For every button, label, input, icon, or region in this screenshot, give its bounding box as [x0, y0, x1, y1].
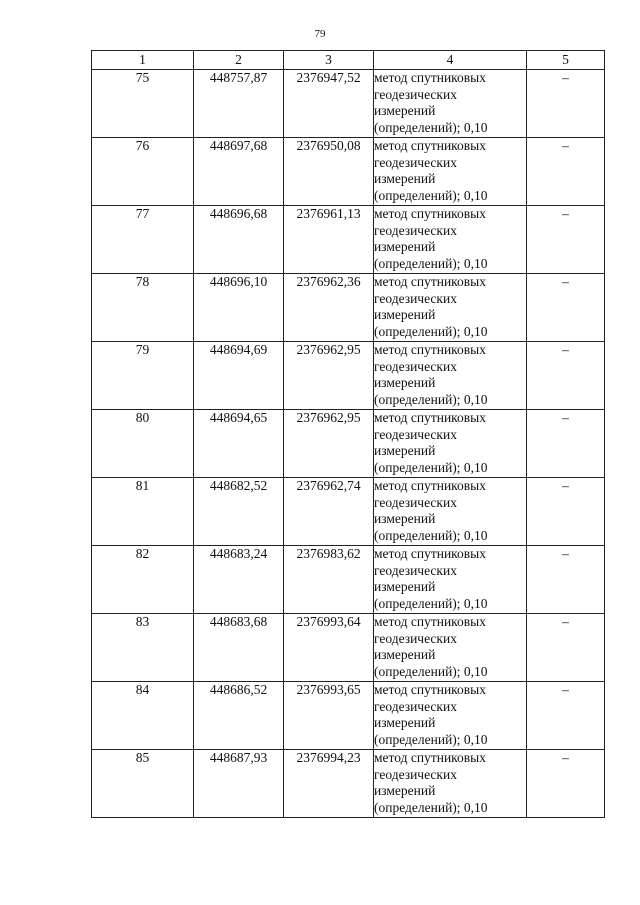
x-coordinate-cell: 448696,68 [194, 206, 284, 274]
note-cell: – [527, 750, 605, 818]
point-number-cell: 85 [92, 750, 194, 818]
method-cell: метод спутниковых геодезических измерений (определений); 0,10 [374, 478, 527, 546]
table-row [92, 342, 605, 410]
x-coordinate-cell: 448683,24 [194, 546, 284, 614]
table-body [92, 70, 605, 818]
table-row [92, 70, 605, 138]
x-coordinate-cell: 448696,10 [194, 274, 284, 342]
note-cell: – [527, 410, 605, 478]
x-coordinate-cell: 448687,93 [194, 750, 284, 818]
method-cell: метод спутниковых геодезических измерений (определений); 0,10 [374, 206, 527, 274]
y-coordinate-cell: 2376961,13 [284, 206, 374, 274]
point-number-cell: 80 [92, 410, 194, 478]
header-col-3: 3 [284, 51, 374, 70]
y-coordinate-cell: 2376983,62 [284, 546, 374, 614]
header-col-1: 1 [92, 51, 194, 70]
y-coordinate-cell: 2376993,64 [284, 614, 374, 682]
method-cell: метод спутниковых геодезических измерений (определений); 0,10 [374, 70, 527, 138]
point-number-cell: 82 [92, 546, 194, 614]
method-cell: метод спутниковых геодезических измерений (определений); 0,10 [374, 274, 527, 342]
x-coordinate-cell: 448683,68 [194, 614, 284, 682]
method-cell: метод спутниковых геодезических измерений (определений); 0,10 [374, 682, 527, 750]
header-row [92, 51, 605, 70]
method-cell: метод спутниковых геодезических измерений (определений); 0,10 [374, 546, 527, 614]
x-coordinate-cell: 448697,68 [194, 138, 284, 206]
table-row [92, 750, 605, 818]
x-coordinate-cell: 448694,69 [194, 342, 284, 410]
note-cell: – [527, 682, 605, 750]
method-cell: метод спутниковых геодезических измерений (определений); 0,10 [374, 750, 527, 818]
point-number-cell: 76 [92, 138, 194, 206]
y-coordinate-cell: 2376950,08 [284, 138, 374, 206]
y-coordinate-cell: 2376962,95 [284, 410, 374, 478]
point-number-cell: 81 [92, 478, 194, 546]
point-number-cell: 79 [92, 342, 194, 410]
table-row [92, 206, 605, 274]
page-number: 79 [314, 28, 326, 40]
table-header [92, 51, 605, 70]
table-row [92, 410, 605, 478]
y-coordinate-cell: 2376993,65 [284, 682, 374, 750]
table-row [92, 478, 605, 546]
header-col-5: 5 [527, 51, 605, 70]
x-coordinate-cell: 448686,52 [194, 682, 284, 750]
x-coordinate-cell: 448682,52 [194, 478, 284, 546]
y-coordinate-cell: 2376994,23 [284, 750, 374, 818]
note-cell: – [527, 342, 605, 410]
x-coordinate-cell: 448694,65 [194, 410, 284, 478]
table-row [92, 546, 605, 614]
y-coordinate-cell: 2376962,36 [284, 274, 374, 342]
note-cell: – [527, 70, 605, 138]
header-col-4: 4 [374, 51, 527, 70]
method-cell: метод спутниковых геодезических измерений (определений); 0,10 [374, 342, 527, 410]
table-row [92, 138, 605, 206]
note-cell: – [527, 478, 605, 546]
y-coordinate-cell: 2376962,74 [284, 478, 374, 546]
header-col-2: 2 [194, 51, 284, 70]
y-coordinate-cell: 2376962,95 [284, 342, 374, 410]
x-coordinate-cell: 448757,87 [194, 70, 284, 138]
point-number-cell: 77 [92, 206, 194, 274]
point-number-cell: 83 [92, 614, 194, 682]
note-cell: – [527, 206, 605, 274]
y-coordinate-cell: 2376947,52 [284, 70, 374, 138]
table-row [92, 274, 605, 342]
note-cell: – [527, 138, 605, 206]
table-row [92, 682, 605, 750]
method-cell: метод спутниковых геодезических измерений (определений); 0,10 [374, 410, 527, 478]
note-cell: – [527, 546, 605, 614]
method-cell: метод спутниковых геодезических измерений (определений); 0,10 [374, 614, 527, 682]
point-number-cell: 84 [92, 682, 194, 750]
point-number-cell: 78 [92, 274, 194, 342]
point-number-cell: 75 [92, 70, 194, 138]
method-cell: метод спутниковых геодезических измерений (определений); 0,10 [374, 138, 527, 206]
note-cell: – [527, 614, 605, 682]
note-cell: – [527, 274, 605, 342]
table-row [92, 614, 605, 682]
coordinates-table [91, 50, 605, 818]
